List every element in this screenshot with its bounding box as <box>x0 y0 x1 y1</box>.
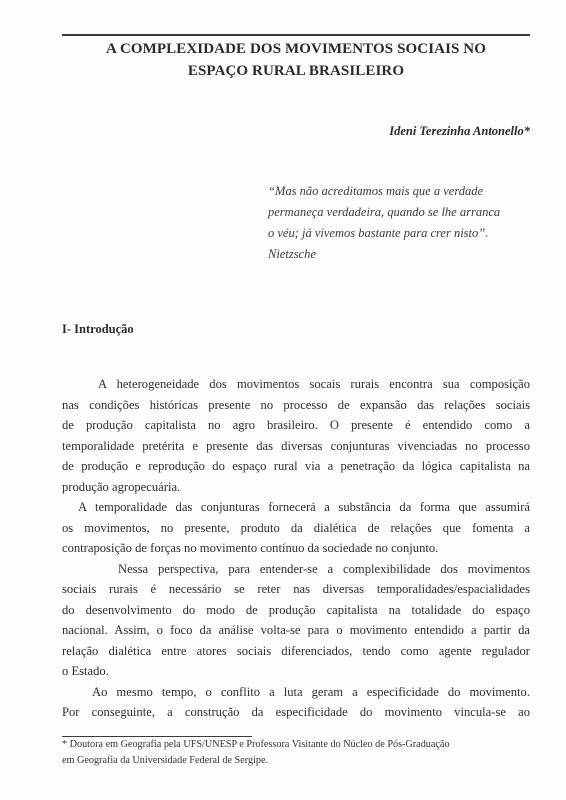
paragraph-line: relação dialética entre atores sociais diferenciados, tendo como agente regulador <box>62 643 530 658</box>
paragraph-line: de produção capitalista no agro brasileiro. O presente é entendido como a <box>62 418 530 432</box>
paragraph-line: Ao mesmo tempo, o conflito a luta geram a especificidade do movimento. <box>92 684 530 699</box>
epigraph-line: “Mas não acreditamos mais que a verdade <box>268 184 484 198</box>
epigraph-line: permaneça verdadeira, quando se lhe arranca <box>268 205 501 219</box>
paragraph-line: temporalidade pretérita e presente das diversas conjunturas vivenciadas no processo <box>62 438 530 453</box>
paragraph-line: de produção e reprodução do espaço rural via a penetração da lógica capitalista na <box>62 459 530 473</box>
epigraph <box>268 181 538 265</box>
article-title-line-1: A COMPLEXIDADE DOS MOVIMENTOS SOCIAIS NO <box>105 41 487 57</box>
paragraph-line: contraposição de forças no movimento contínuo da sociedade no conjunto. <box>62 541 439 555</box>
footnote-line: * Doutora em Geografia pela UFS/UNESP e Professora Visitante do Núcleo de Pós-Graduação <box>62 739 450 750</box>
epigraph-attribution: Nietzsche <box>268 247 316 261</box>
paragraph-line: do desenvolvimento do modo de produção capitalista na totalidade do espaço <box>62 602 530 617</box>
footnote-line: em Geografia da Universidade Federal de Sergipe. <box>62 755 269 766</box>
paragraph-line: o Estado. <box>62 664 109 678</box>
section-heading: I- Introdução <box>62 322 134 336</box>
article-title-line-2: ESPAÇO RURAL BRASILEIRO <box>187 63 405 79</box>
paragraph-line: A heterogeneidade dos movimentos socais rurais encontra sua composição <box>98 377 530 391</box>
paragraph-line: produção agropecuária. <box>62 479 181 494</box>
footnote <box>62 737 532 769</box>
paragraph-line: sociais rurais é necessário se reter nas diversas temporalidades/espacialidades <box>62 582 530 596</box>
epigraph-line: o véu; já vivemos bastante para crer nisto”. <box>268 226 489 240</box>
top-rule <box>62 34 530 36</box>
article-title <box>62 38 530 82</box>
paragraph-line: A temporalidade das conjunturas fornecerá a substância da forma que assumirá <box>78 500 530 514</box>
paragraph-line: nas condições históricas presente no processo de expansão das relações sociais <box>62 397 530 412</box>
body-text <box>62 374 530 723</box>
author-name: Ideni Terezinha Antonello* <box>389 124 530 138</box>
paragraph-line: Por conseguinte, a construção da especificidade do movimento vincula-se ao <box>62 705 530 719</box>
paragraph-line: os movimentos, no presente, produto da dialética de relações que fomenta a <box>62 520 530 535</box>
paragraph-line: nacional. Assim, o foco da análise volta-se para o movimento entendido a partir da <box>62 623 530 637</box>
paragraph-line: Nessa perspectiva, para entender-se a complexibilidade dos movimentos <box>118 561 530 576</box>
